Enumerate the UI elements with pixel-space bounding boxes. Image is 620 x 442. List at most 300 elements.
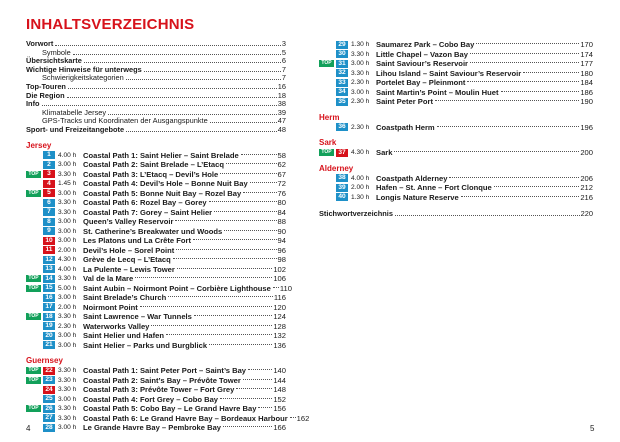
tour-name: Coastal Path 2: Saint Brelade – L’Etacq (83, 160, 224, 170)
tour-number-badge: 37 (336, 149, 348, 157)
tour-name: Saumarez Park – Cobo Bay (376, 40, 475, 50)
leader-dots (241, 154, 277, 155)
tour-number-badge: 27 (43, 414, 55, 422)
tour-duration: 2.00 h (58, 303, 77, 311)
leader-dots (220, 398, 272, 399)
tour-duration: 3.30 h (351, 69, 370, 77)
index-entry[interactable] (319, 210, 593, 219)
tour-row[interactable] (26, 179, 286, 189)
tour-name: Coastal Path 7: Gorey – Saint Helier (83, 207, 213, 217)
toc-page-number: 18 (277, 90, 286, 100)
tour-page-number: 170 (580, 40, 593, 50)
tour-page-number: 190 (580, 97, 593, 107)
tour-row[interactable] (26, 385, 286, 395)
leader-dots (470, 53, 579, 54)
region-heading: Guernsey (26, 356, 63, 366)
tour-number-badge: 18 (43, 313, 55, 321)
toc-entry-text: Top-Touren (26, 81, 66, 91)
tour-name: Saint Martin’s Point – Moulin Huet (376, 87, 499, 97)
tour-page-number: 144 (273, 375, 286, 385)
tour-number-badge: 35 (336, 98, 348, 106)
tour-name: Saint Peter Port (376, 97, 433, 107)
tour-row[interactable] (26, 217, 286, 227)
tour-row[interactable] (319, 174, 593, 184)
leader-dots (144, 71, 281, 72)
tour-page-number: 72 (277, 179, 286, 189)
tour-row[interactable] (26, 322, 286, 332)
tour-page-number: 94 (277, 236, 286, 246)
tour-row[interactable] (26, 274, 286, 284)
toc-page-number: 47 (277, 116, 286, 126)
tour-page-number: 132 (273, 331, 286, 341)
leader-dots (176, 249, 276, 250)
leader-dots (210, 122, 277, 123)
tour-row[interactable] (26, 404, 286, 414)
tour-duration: 2.30 h (351, 123, 370, 131)
toc-page-number: 7 (281, 64, 286, 74)
leader-dots (67, 97, 277, 98)
tour-page-number: 98 (277, 255, 286, 265)
tour-page-number: 140 (273, 366, 286, 376)
tour-number-badge: 6 (43, 199, 55, 207)
tour-duration: 4.00 h (58, 265, 77, 273)
tour-duration: 3.30 h (58, 199, 77, 207)
tour-number-badge: 5 (43, 189, 55, 197)
tour-duration: 2.30 h (58, 322, 77, 330)
tour-duration: 2.30 h (351, 79, 370, 87)
tour-number-badge: 30 (336, 50, 348, 58)
tour-row[interactable] (26, 283, 292, 294)
tour-name: Saint Brelade’s Church (83, 293, 167, 303)
tour-number-badge: 15 (43, 284, 55, 292)
tour-row[interactable] (319, 183, 593, 193)
top-badge: TOP (26, 377, 41, 384)
toc-left-column (26, 39, 310, 433)
leader-dots (223, 426, 272, 427)
tour-number-badge: 14 (43, 275, 55, 283)
tour-row[interactable] (319, 123, 593, 133)
tour-row[interactable] (26, 312, 286, 322)
tour-page-number: 156 (273, 404, 286, 414)
region-heading: Herm (319, 112, 340, 122)
tour-row[interactable] (319, 59, 593, 69)
tour-name: Hafen – St. Anne – Fort Clonque (376, 183, 492, 193)
tour-duration: 3.00 h (58, 218, 77, 226)
tour-number-badge: 24 (43, 386, 55, 394)
tour-name: La Pulente – Lewis Tower (83, 264, 175, 274)
leader-dots (68, 88, 277, 89)
tour-number-badge: 1 (43, 151, 55, 159)
leader-dots (209, 344, 272, 345)
tour-row[interactable] (26, 189, 286, 199)
tour-row[interactable] (26, 376, 286, 386)
tour-row[interactable] (26, 265, 286, 275)
tour-row[interactable] (26, 331, 286, 341)
tour-name: Coastal Path 4: Devil’s Hole – Bonne Nuit Bay (83, 179, 248, 189)
tour-page-number: 120 (273, 302, 286, 312)
tour-number-badge: 29 (336, 41, 348, 49)
tour-name: Coastal Path 5: Cobo Bay – Le Grand Havre Bay (83, 404, 257, 414)
tour-name: St. Catherine’s Breakwater und Woods (83, 226, 223, 236)
leader-dots (194, 315, 272, 316)
tour-name: Little Chapel – Vazon Bay (376, 49, 468, 59)
toc-entry-text: GPS-Tracks und Koordinaten der Ausgangspunkte (42, 116, 208, 126)
tour-number-badge: 4 (43, 180, 55, 188)
tour-duration: 2.30 h (351, 98, 370, 106)
tour-row[interactable] (26, 255, 286, 265)
leader-dots (214, 211, 276, 212)
top-badge: TOP (26, 285, 41, 292)
toc-entry-text: Übersichtskarte (26, 56, 82, 66)
tour-row[interactable] (26, 366, 286, 376)
tour-number-badge: 38 (336, 174, 348, 182)
tour-number-badge: 36 (336, 123, 348, 131)
leader-dots (236, 388, 272, 389)
tour-duration: 3.30 h (58, 376, 77, 384)
leader-dots (84, 62, 281, 63)
tour-page-number: 88 (277, 217, 286, 227)
leader-dots (243, 379, 272, 380)
tour-duration: 3.30 h (58, 405, 77, 413)
leader-dots (151, 325, 272, 326)
tour-name: Saint Saviour’s Reservoir (376, 59, 469, 69)
leader-dots (209, 201, 277, 202)
tour-name: Coastal Path 3: Prévôte Tower – Fort Grey (83, 385, 235, 395)
tour-name: Waterworks Valley (83, 321, 150, 331)
leader-dots (193, 239, 277, 240)
toc-page-number: 38 (277, 99, 286, 109)
tour-page-number: 76 (277, 188, 286, 198)
page-number-left: 4 (26, 424, 31, 433)
tour-duration: 3.30 h (58, 275, 77, 283)
top-badge: TOP (26, 275, 41, 282)
tour-number-badge: 26 (43, 405, 55, 413)
leader-dots (175, 220, 276, 221)
leader-dots (501, 91, 580, 92)
tour-page-number: 148 (273, 385, 286, 395)
tour-name: Coastal Path 6: Rozel Bay – Gorey (83, 198, 207, 208)
leader-dots (250, 182, 277, 183)
toc-page-number: 16 (277, 81, 286, 91)
tour-row[interactable] (26, 413, 310, 424)
leader-dots (168, 296, 273, 297)
tour-name: Coastal Path 1: Saint Helier – Saint Brelade (83, 150, 239, 160)
toc-entry-text: Sport- und Freizeitangebote (26, 124, 125, 134)
tour-page-number: 177 (580, 59, 593, 69)
tour-name: Devil’s Hole – Sorel Point (83, 245, 175, 255)
leader-dots (226, 163, 277, 164)
tour-number-badge: 28 (43, 424, 55, 432)
tour-row[interactable] (319, 78, 593, 88)
tour-row[interactable] (26, 208, 286, 218)
toc-entry-text: Vorwort (26, 39, 54, 48)
tour-row[interactable] (319, 88, 593, 98)
tour-duration: 3.30 h (58, 386, 77, 394)
tour-row[interactable] (319, 69, 593, 79)
tour-name: Les Platons und La Crête Fort (83, 236, 192, 246)
tour-number-badge: 25 (43, 395, 55, 403)
tour-row[interactable] (26, 395, 286, 405)
tour-page-number: 67 (277, 169, 286, 179)
tour-number-badge: 23 (43, 376, 55, 384)
tour-row[interactable] (319, 40, 593, 50)
tour-page-number: 206 (580, 173, 593, 183)
tour-duration: 3.00 h (58, 332, 77, 340)
tour-number-badge: 21 (43, 341, 55, 349)
tour-name: Coastal Path 4: Fort Grey – Cobo Bay (83, 394, 219, 404)
tour-number-badge: 7 (43, 208, 55, 216)
tour-duration: 2.00 h (58, 246, 77, 254)
toc-entry-text: Symbole (42, 47, 71, 57)
tour-duration: 3.00 h (58, 189, 77, 197)
top-badge: TOP (319, 60, 334, 67)
leader-dots (224, 230, 276, 231)
toc-page-number: 39 (277, 107, 286, 117)
tour-page-number: 110 (279, 283, 292, 293)
tour-duration: 2.00 h (351, 184, 370, 192)
leader-dots (55, 45, 281, 46)
leader-dots (395, 215, 580, 216)
tour-name: Grève de Lecq – L’Etacq (83, 255, 171, 265)
toc-entry-text: Wichtige Hinweise für unterwegs (26, 64, 142, 74)
tour-duration: 1.30 h (351, 193, 370, 201)
toc-entry[interactable] (26, 83, 286, 92)
tour-name: Portelet Bay – Pleinmont (376, 78, 466, 88)
tour-name: Coastpath Alderney (376, 173, 448, 183)
tour-duration: 3.30 h (58, 367, 77, 375)
tour-duration: 3.30 h (58, 170, 77, 178)
tour-row[interactable] (26, 303, 286, 313)
tour-number-badge: 2 (43, 161, 55, 169)
tour-number-badge: 9 (43, 227, 55, 235)
leader-dots (126, 79, 281, 80)
toc-page-number: 48 (277, 124, 286, 134)
leader-dots (248, 369, 272, 370)
tour-row[interactable] (26, 293, 286, 303)
leader-dots (435, 100, 579, 101)
leader-dots (166, 334, 272, 335)
tour-duration: 3.00 h (58, 294, 77, 302)
tour-number-badge: 32 (336, 69, 348, 77)
tour-page-number: 212 (580, 183, 593, 193)
tour-duration: 3.00 h (58, 395, 77, 403)
leader-dots (523, 72, 579, 73)
tour-name: Noirmont Point (83, 302, 138, 312)
tour-number-badge: 3 (43, 170, 55, 178)
tour-page-number: 180 (580, 68, 593, 78)
toc-entry[interactable] (26, 92, 286, 101)
tour-number-badge: 34 (336, 88, 348, 96)
tour-row[interactable] (319, 50, 593, 60)
leader-dots (220, 173, 276, 174)
leader-dots (258, 407, 272, 408)
tour-number-badge: 31 (336, 60, 348, 68)
tour-name: Saint Lawrence – War Tunnels (83, 312, 192, 322)
toc-page-number: 220 (580, 209, 593, 218)
tour-duration: 1.30 h (351, 41, 370, 49)
leader-dots (126, 131, 277, 132)
region-heading: Alderney (319, 163, 354, 173)
tour-page-number: 102 (273, 264, 286, 274)
region-heading: Jersey (26, 140, 52, 150)
tour-number-badge: 33 (336, 79, 348, 87)
leader-dots (177, 268, 272, 269)
tour-duration: 4.30 h (58, 256, 77, 264)
tour-name: Lihou Island – Saint Saviour’s Reservoir (376, 68, 522, 78)
tour-row[interactable] (26, 151, 286, 161)
tour-name: Val de la Mare (83, 274, 134, 284)
toc-entry-text: Klimatabelle Jersey (42, 107, 107, 117)
tour-name: Longis Nature Reserve (376, 192, 459, 202)
page-title: INHALTSVERZEICHNIS (26, 16, 195, 33)
leader-dots (140, 306, 272, 307)
leader-dots (290, 417, 296, 418)
leader-dots (108, 114, 277, 115)
tour-name: Coastal Path 3: L’Etacq – Devil’s Hole (83, 169, 219, 179)
tour-page-number: 124 (273, 312, 286, 322)
tour-name: Coastal Path 5: Bonne Nuit Bay – Rozel Bay (83, 188, 242, 198)
tour-number-badge: 39 (336, 184, 348, 192)
toc-entry-text: Die Region (26, 90, 65, 100)
leader-dots (476, 43, 579, 44)
tour-row[interactable] (319, 148, 593, 158)
tour-page-number: 90 (277, 226, 286, 236)
tour-name: Saint Aubin – Noirmont Point – Corbière Lighthouse (83, 283, 271, 293)
tour-name: Queen’s Valley Reservoir (83, 217, 174, 227)
tour-duration: 3.00 h (58, 424, 77, 432)
tour-name: Sark (376, 148, 393, 158)
leader-dots (73, 54, 281, 55)
tour-name: Coastpath Herm (376, 122, 435, 132)
tour-number-badge: 40 (336, 193, 348, 201)
tour-row[interactable] (319, 193, 593, 203)
leader-dots (273, 287, 279, 288)
top-badge: TOP (26, 190, 41, 197)
tour-page-number: 106 (273, 274, 286, 284)
toc-entry-text: Schwierigkeitskategorien (42, 73, 124, 83)
tour-duration: 3.00 h (351, 88, 370, 96)
tour-page-number: 184 (580, 78, 593, 88)
tour-number-badge: 19 (43, 322, 55, 330)
top-badge: TOP (26, 367, 41, 374)
tour-page-number: 62 (277, 160, 286, 170)
tour-number-badge: 12 (43, 256, 55, 264)
toc-page-number: 5 (281, 47, 286, 57)
tour-page-number: 128 (273, 321, 286, 331)
leader-dots (437, 126, 580, 127)
tour-number-badge: 10 (43, 237, 55, 245)
tour-duration: 4.00 h (58, 151, 77, 159)
tour-name: Saint Helier und Hafen (83, 331, 165, 341)
tour-number-badge: 8 (43, 218, 55, 226)
leader-dots (449, 177, 579, 178)
tour-duration: 3.00 h (58, 237, 77, 245)
tour-duration: 3.30 h (58, 414, 77, 422)
tour-row[interactable] (26, 341, 286, 351)
toc-right-column (319, 40, 593, 219)
tour-page-number: 216 (580, 192, 593, 202)
tour-number-badge: 11 (43, 246, 55, 254)
leader-dots (243, 192, 276, 193)
tour-page-number: 58 (277, 150, 286, 160)
tour-row[interactable] (26, 160, 286, 170)
tour-name: Saint Helier – Parks und Burgblick (83, 340, 208, 350)
tour-duration: 5.00 h (58, 284, 77, 292)
toc-page-number: 7 (281, 73, 286, 83)
tour-number-badge: 20 (43, 332, 55, 340)
tour-page-number: 152 (273, 394, 286, 404)
toc-entry-text: Stichwortverzeichnis (319, 209, 393, 218)
tour-duration: 3.00 h (58, 341, 77, 349)
leader-dots (467, 81, 579, 82)
tour-name: Coastal Path 1: Saint Peter Port – Saint’s Bay (83, 366, 247, 376)
tour-page-number: 116 (273, 293, 286, 303)
tour-row[interactable] (26, 236, 286, 246)
tour-name: Le Grande Havre Bay – Pembroke Bay (83, 423, 222, 433)
tour-duration: 3.30 h (58, 313, 77, 321)
top-badge: TOP (26, 171, 41, 178)
leader-dots (42, 105, 277, 106)
top-badge: TOP (26, 405, 41, 412)
tour-number-badge: 16 (43, 294, 55, 302)
top-badge: TOP (26, 313, 41, 320)
region-heading: Sark (319, 138, 337, 147)
tour-page-number: 96 (277, 245, 286, 255)
toc-page-number: 6 (281, 56, 286, 66)
leader-dots (135, 277, 272, 278)
tour-number-badge: 17 (43, 303, 55, 311)
leader-dots (461, 196, 580, 197)
tour-page-number: 162 (296, 413, 310, 423)
tour-page-number: 174 (580, 49, 593, 59)
tour-name: Coastal Path 2: Saint’s Bay – Prévôte Tower (83, 375, 241, 385)
tour-row[interactable] (26, 170, 286, 180)
top-badge: TOP (319, 149, 334, 156)
tour-row[interactable] (26, 246, 286, 256)
tour-duration: 3.00 h (58, 161, 77, 169)
tour-page-number: 136 (273, 340, 286, 350)
tour-page-number: 196 (580, 122, 593, 132)
tour-duration: 4.30 h (351, 149, 370, 157)
toc-entry[interactable] (26, 126, 286, 135)
tour-row[interactable] (26, 227, 286, 237)
tour-page-number: 80 (277, 198, 286, 208)
tour-duration: 1.45 h (58, 180, 77, 188)
tour-row[interactable] (319, 97, 593, 107)
tour-duration: 3.30 h (58, 208, 77, 216)
tour-page-number: 84 (277, 207, 286, 217)
tour-duration: 3.00 h (58, 227, 77, 235)
leader-dots (173, 258, 277, 259)
tour-row[interactable] (26, 198, 286, 208)
leader-dots (394, 151, 579, 152)
tour-page-number: 200 (580, 148, 593, 158)
tour-name: Coastal Path 6: Le Grand Havre Bay – Bordeaux Harbour (83, 413, 288, 423)
page-number-right: 5 (590, 424, 595, 433)
tour-duration: 4.00 h (351, 174, 370, 182)
leader-dots (470, 62, 579, 63)
toc-entry-text: Info (26, 99, 40, 109)
tour-number-badge: 13 (43, 265, 55, 273)
tour-page-number: 166 (273, 423, 286, 433)
tour-page-number: 186 (580, 87, 593, 97)
leader-dots (494, 186, 580, 187)
tour-duration: 3.00 h (351, 60, 370, 68)
tour-number-badge: 22 (43, 367, 55, 375)
toc-page-number: 3 (281, 39, 286, 48)
tour-row[interactable] (26, 423, 286, 433)
tour-duration: 3.30 h (351, 50, 370, 58)
